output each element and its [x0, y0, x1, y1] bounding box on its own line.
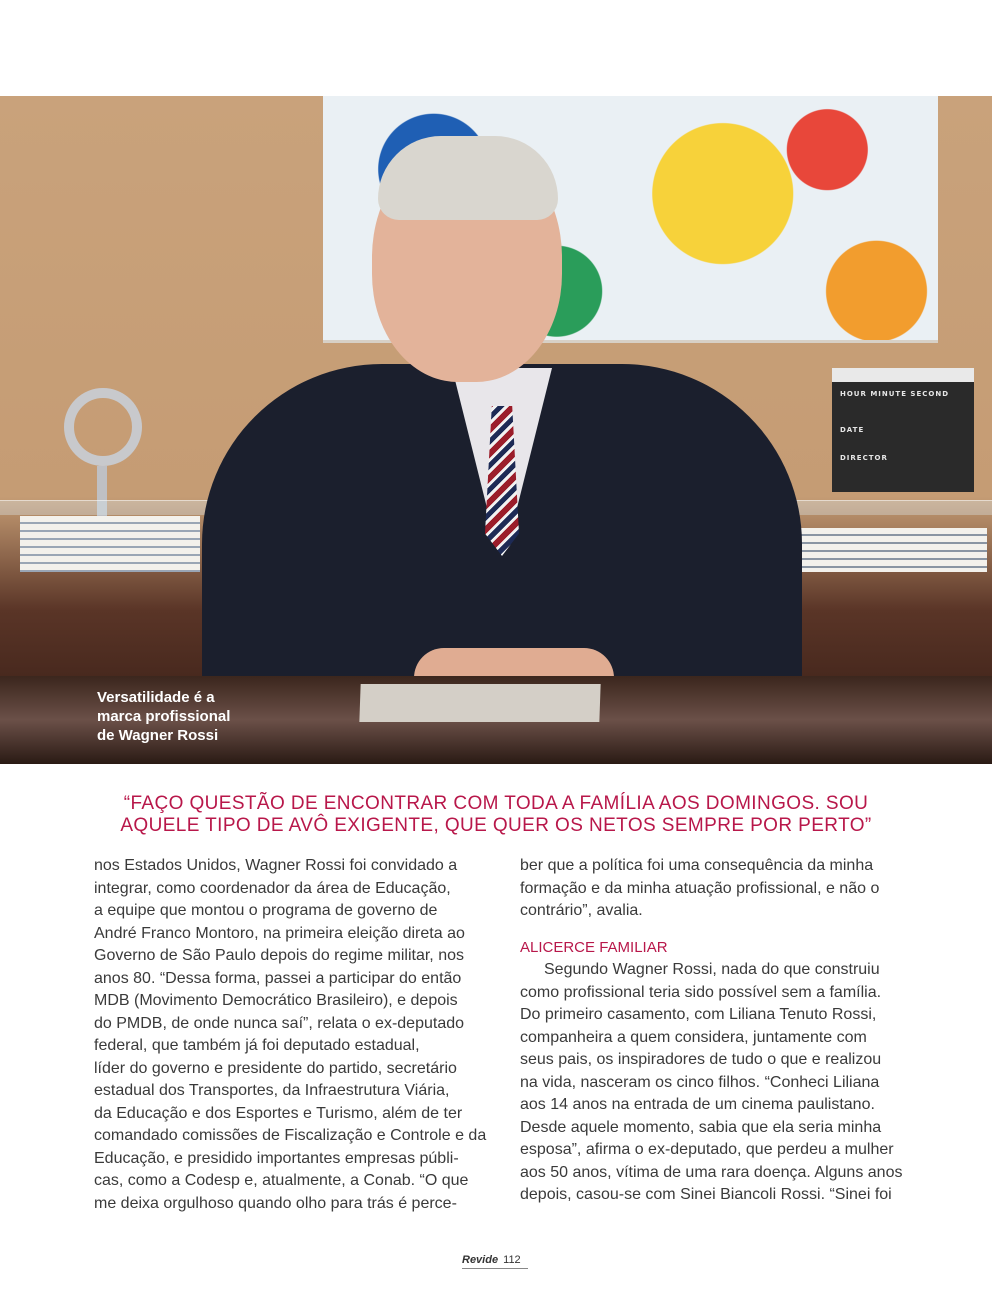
text-line: Segundo Wagner Rossi, nada do que construiu [544, 961, 880, 978]
text-line: esposa”, afirma o ex-deputado, que perdeu a mulher [520, 1141, 894, 1158]
at-sign-sculpture [64, 388, 142, 466]
portrait-subject [202, 136, 802, 764]
text-line: nos Estados Unidos, Wagner Rossi foi convidado a [94, 857, 458, 874]
book-stack-right [772, 528, 987, 572]
pull-quote [60, 793, 932, 837]
text-line: do PMDB, de onde nunca saí”, relata o ex-deputado [94, 1014, 465, 1032]
text-line: líder do governo e presidente do partido, secretário [94, 1059, 457, 1077]
text-line: depois, casou-se com Sinei Biancoli Rossi. “Sinei foi [520, 1186, 892, 1203]
text-line: formação e da minha atuação profissional, e não o [520, 879, 880, 897]
text-line: companheira a quem considera, juntamente com [520, 1028, 867, 1046]
notepad [359, 684, 600, 722]
caption-line: marca profissional [97, 708, 231, 725]
text-line: Educação, e presidido importantes empresas públi- [94, 1149, 459, 1167]
text-line: anos 80. “Dessa forma, passei a participar do então [94, 969, 462, 987]
text-line: como profissional teria sido possível sem a família. [520, 983, 882, 1001]
article-column-left [94, 855, 487, 1215]
text-line: na vida, nasceram os cinco filhos. “Conheci Liliana [520, 1073, 880, 1091]
text-line: cas, como a Codesp e, atualmente, a Conab. “O que [94, 1172, 469, 1189]
text-line: contrário”, avalia. [520, 902, 643, 919]
text-line: me deixa orgulhoso quando olho para trás é perce- [94, 1194, 457, 1212]
text-line: Desde aquele momento, sabia que ela seria minha [520, 1118, 882, 1136]
page-number: 112 [503, 1254, 521, 1266]
text-line: aos 50 anos, vítima de uma rara doença. Alguns anos [520, 1163, 903, 1181]
clapper-label-date: DATE [840, 426, 865, 434]
portrait-photo [0, 96, 992, 764]
text-line: federal, que também já foi deputado estadual, [94, 1037, 420, 1054]
text-line: estadual dos Transportes, da Infraestrutura Viária, [94, 1082, 450, 1099]
text-line: seus pais, os inspiradores de tudo o que e realizou [520, 1051, 882, 1068]
photo-caption [97, 688, 277, 745]
text-line: a equipe que montou o programa de governo de [94, 902, 438, 919]
footer-divider [462, 1268, 528, 1269]
text-line: Do primeiro casamento, com Liliana Tenuto Rossi, [520, 1006, 877, 1023]
section-subheading: ALICERCE FAMILIAR [520, 938, 668, 956]
page-footer [462, 1254, 521, 1266]
caption-line: de Wagner Rossi [97, 727, 219, 744]
pull-quote-line: AQUELE TIPO DE AVÔ EXIGENTE, QUE QUER OS NETOS SEMPRE POR PERTO” [120, 815, 872, 836]
text-line: MDB (Movimento Democrático Brasileiro), e depois [94, 992, 458, 1009]
text-line: comandado comissões de Fiscalização e Controle e da [94, 1127, 487, 1144]
text-line: integrar, como coordenador da área de Educação, [94, 879, 451, 897]
clapperboard [832, 368, 974, 492]
text-line: aos 14 anos na entrada de um cinema paulistano. [520, 1096, 875, 1113]
text-line: ber que a política foi uma consequência da minha [520, 857, 874, 874]
text-line: da Educação e dos Esportes e Turismo, além de ter [94, 1104, 463, 1122]
magazine-brand: Revide [462, 1254, 499, 1266]
clapper-label-director: DIRECTOR [840, 454, 888, 462]
article-column-right [520, 855, 910, 1207]
pull-quote-line: “FAÇO QUESTÃO DE ENCONTRAR COM TODA A FAMÍLIA AOS DOMINGOS. SOU [123, 793, 869, 814]
text-line: Governo de São Paulo depois do regime militar, nos [94, 947, 464, 964]
hair [378, 136, 558, 220]
book-stack-left [20, 516, 200, 572]
clapper-label-time: HOUR MINUTE SECOND [840, 390, 950, 398]
caption-line: Versatilidade é a [97, 689, 215, 706]
text-line: André Franco Montoro, na primeira eleição direta ao [94, 924, 465, 942]
